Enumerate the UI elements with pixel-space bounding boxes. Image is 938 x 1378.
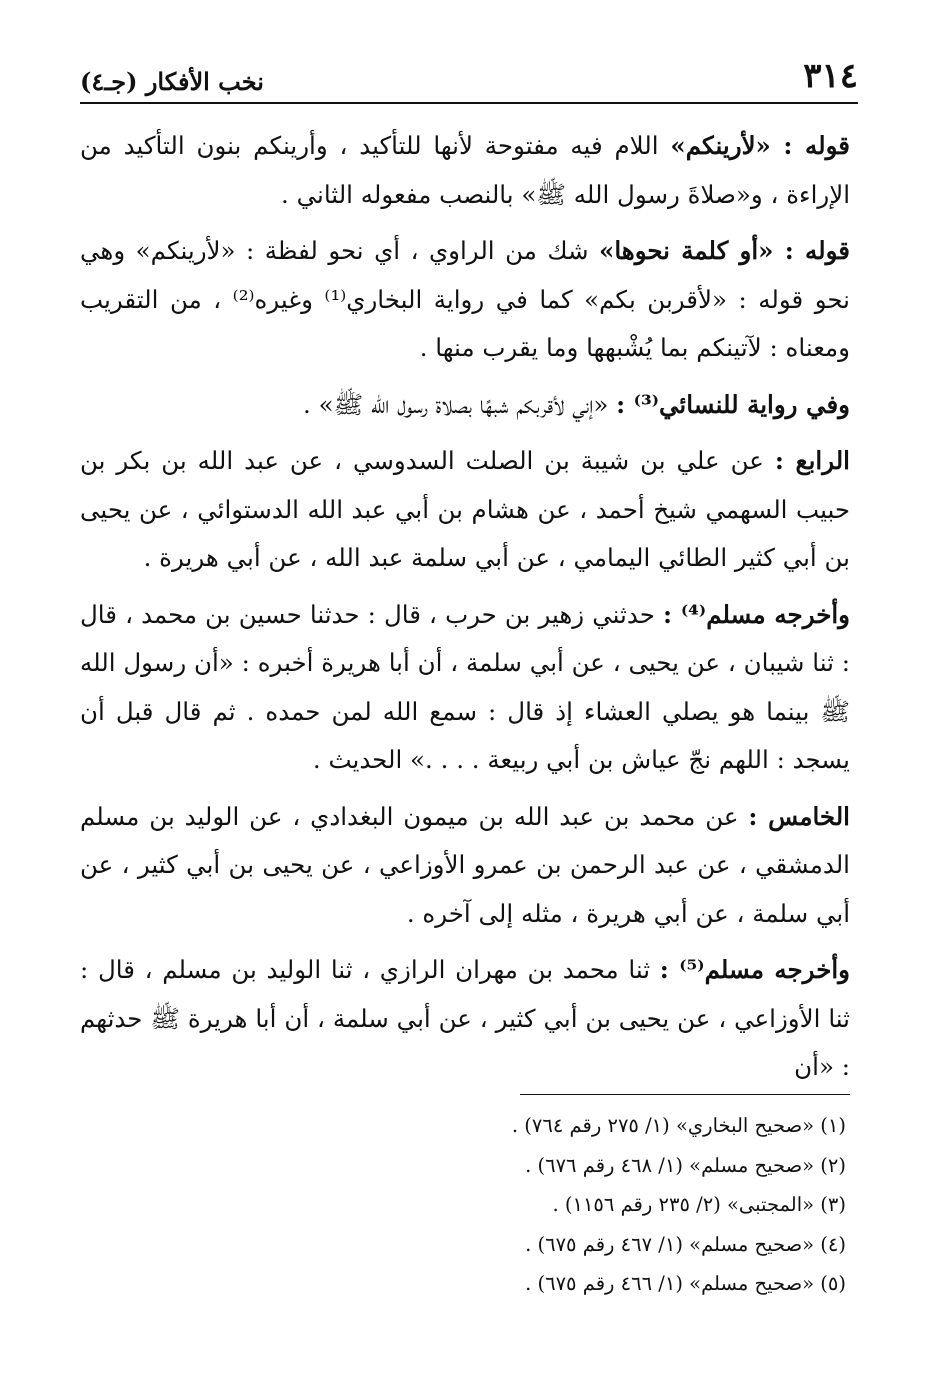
paragraph-6 bbox=[80, 793, 850, 939]
paragraph-text: ثنا محمد بن مهران الرازي ، ثنا الوليد بن مسلم ، قال : ثنا الأوزاعي ، عن يحيى بن أبي كثير ، عن أبي سلمة ، أن أبا هريرة ﷺ حدثهم : «أن bbox=[80, 955, 850, 1081]
footnote-3: (٣) «المجتبى» (٢/ ٢٣٥ رقم ١١٥٦) . bbox=[552, 1193, 846, 1216]
page-header bbox=[80, 52, 858, 96]
footnote-2: (٢) «صحيح مسلم» (١/ ٤٦٨ رقم ٦٧٦) . bbox=[525, 1153, 846, 1177]
paragraph-1 bbox=[80, 122, 850, 219]
main-text bbox=[80, 122, 850, 1100]
paragraph-text: اللام فيه مفتوحة لأنها للتأكيد ، وأرينكم بنون التأكيد من الإراءة ، و«صلاةَ رسول الله ﷺ» بالنصب مفعوله الثاني . bbox=[80, 131, 850, 209]
paragraph-5 bbox=[80, 591, 850, 785]
paragraph-4 bbox=[80, 437, 850, 583]
paragraph-text: شك من الراوي ، أي نحو لفظة : «لأرينكم» وهي نحو قوله : «لأقربن بكم» كما في رواية البخاري⁽¹⁾ وغيره⁽²⁾ ، من التقريب ومعناه : لآتينكم بما يُشْبهها وما يقرب منها . bbox=[80, 236, 850, 362]
footnote-divider bbox=[520, 1094, 850, 1095]
paragraph-text: «إني لأقربكم شبهًا بصلاة رسول الله ﷺ» . bbox=[303, 389, 617, 419]
footnote-1: (١) «صحيح البخاري» (١/ ٢٧٥ رقم ٧٦٤) . bbox=[511, 1114, 846, 1137]
page-number: ٣١٤ bbox=[803, 56, 858, 96]
paragraph-lead: قوله : «لأرينكم» bbox=[670, 131, 850, 160]
paragraph-text: عن محمد بن عبد الله بن ميمون البغدادي ، عن الوليد بن مسلم الدمشقي ، عن عبد الرحمن بن عمرو الأوزاعي ، عن يحيى بن أبي كثير ، عن أبي سلمة ، عن أبي هريرة ، مثله إلى آخره . bbox=[80, 801, 850, 928]
paragraph-lead: الرابع : bbox=[774, 446, 850, 475]
paragraph-lead: الخامس : bbox=[748, 801, 850, 831]
footnote-4: (٤) «صحيح مسلم» (١/ ٤٦٧ رقم ٦٧٥) . bbox=[525, 1232, 846, 1256]
paragraph-lead: قوله : «أو كلمة نحوها» bbox=[599, 236, 850, 265]
footnote-5: (٥) «صحيح مسلم» (١/ ٤٦٦ رقم ٦٧٥) . bbox=[525, 1272, 846, 1295]
footnotes bbox=[80, 1106, 846, 1304]
book-title: نخب الأفكار (جـ٤) bbox=[80, 67, 264, 96]
header-divider bbox=[80, 102, 858, 104]
paragraph-2 bbox=[80, 227, 850, 373]
paragraph-text: عن علي بن شيبة بن الصلت السدوسي ، عن عبد الله بن بكر بن حبيب السهمي شيخ أحمد ، عن هشام بن أبي عبد الله الدستوائي ، عن يحيى بن أبي كثير الطائي اليمامي ، عن أبي سلمة عبد الله ، عن أبي هريرة . bbox=[80, 446, 850, 572]
paragraph-lead: وأخرجه مسلم⁽⁴⁾ : bbox=[662, 599, 851, 629]
paragraph-text: حدثني زهير بن حرب ، قال : حدثنا حسين بن محمد ، قال : ثنا شيبان ، عن يحيى ، عن أبي سلمة ، أن أبا هريرة أخبره : «أن رسول الله ﷺ بينما هو يصلي العشاء إذ قال : سمع الله لمن حمده . ثم قال قبل أن يسجد : اللهم نجّ عياش بن أبي ربيعة . . . .» الحديث . bbox=[80, 599, 850, 774]
paragraph-lead: وفي رواية للنسائي⁽³⁾ : bbox=[616, 389, 850, 419]
paragraph-lead: وأخرجه مسلم⁽⁵⁾ : bbox=[659, 955, 850, 984]
paragraph-7 bbox=[80, 946, 850, 1092]
paragraph-3 bbox=[80, 381, 850, 430]
